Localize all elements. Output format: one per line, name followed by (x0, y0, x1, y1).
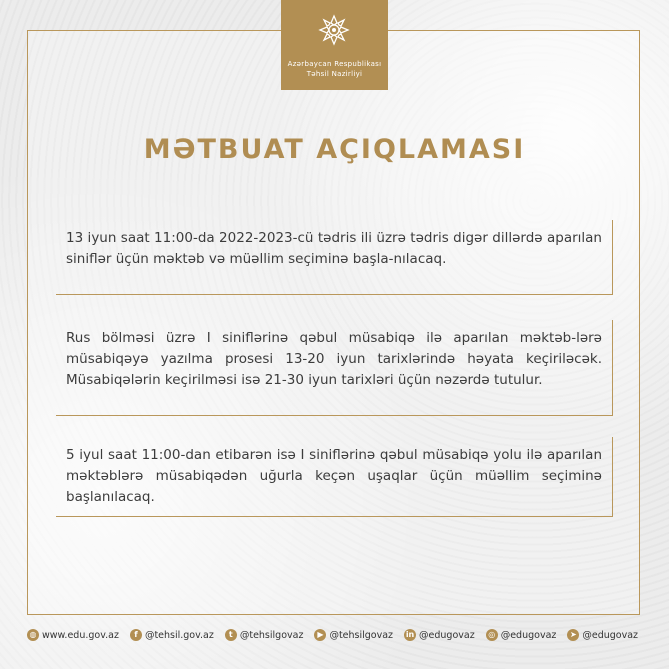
telegram-link[interactable]: @edugovaz (582, 629, 639, 641)
facebook-link[interactable]: @tehsil.gov.az (144, 629, 214, 641)
facebook-icon: f (130, 629, 142, 641)
paragraph-1: 13 iyun saat 11:00-da 2022-2023-cü tədris ili üzrə tədris digər dillərdə aparılan siniflər üçün məktəb və müəllim seçiminə başla-nılacaq. (56, 220, 613, 295)
footer-telegram[interactable] (567, 629, 638, 641)
social-footer (27, 627, 647, 643)
ornament-icon (318, 14, 350, 46)
footer-linkedin[interactable] (404, 629, 475, 641)
website-link[interactable]: www.edu.gov.az (42, 629, 119, 641)
footer-website[interactable] (27, 629, 119, 641)
twitter-link[interactable]: @tehsilgovaz (239, 629, 304, 641)
globe-icon: ◍ (27, 629, 39, 641)
footer-youtube[interactable] (314, 629, 393, 641)
instagram-icon: ◎ (486, 629, 498, 641)
youtube-icon: ▶ (314, 629, 326, 641)
footer-twitter[interactable] (225, 629, 304, 641)
emblem-text-ministry: Təhsil Nazirliyi (306, 70, 363, 78)
emblem-text-country: Azərbaycan Respublikası (287, 60, 382, 68)
ministry-emblem (281, 0, 388, 90)
paragraph-2: Rus bölməsi üzrə I siniflərinə qəbul müsabiqə ilə aparılan məktəb-lərə müsabiqəyə yazılma prosesi 13-20 iyun tarixlərində həyata keçiriləcək. Müsabiqələrin keçirilməsi isə 21-30 iyun tarixləri üçün nəzərdə tutulur. (56, 320, 613, 416)
twitter-icon: t (225, 629, 237, 641)
linkedin-icon: in (405, 630, 415, 639)
footer-facebook[interactable] (130, 629, 214, 641)
instagram-link[interactable]: @edugovaz (500, 629, 557, 641)
footer-instagram[interactable] (486, 629, 557, 641)
paragraph-3: 5 iyul saat 11:00-dan etibarən isə I siniflərinə qəbul müsabiqə yolu ilə aparılan məktəblərə müsabiqədən uğurla keçən uşaqlar üçün müəllim seçiminə başlanılacaq. (56, 437, 613, 517)
youtube-link[interactable]: @tehsilgovaz (329, 629, 394, 641)
telegram-icon: ➤ (567, 629, 579, 641)
page-title: MƏTBUAT AÇIQLAMASI (143, 134, 526, 165)
linkedin-link[interactable]: @edugovaz (419, 629, 475, 641)
